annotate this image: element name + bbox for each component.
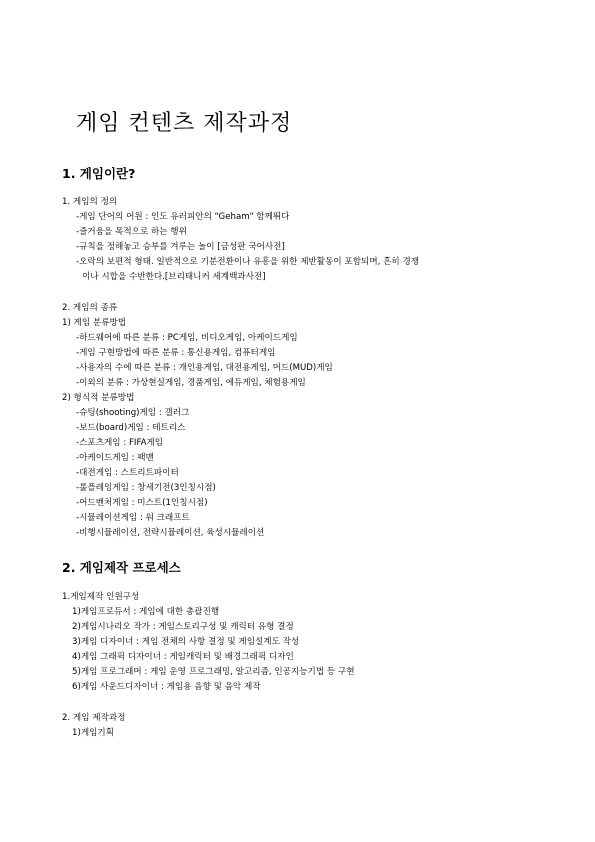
staff-item: 2)게임시나리오 작가 : 게임스토리구성 및 캐릭터 유형 결정 xyxy=(72,622,294,632)
staff-item: 5)게임 프로그래머 : 게임 운영 프로그래밍, 알고리즘, 인공지능기법 등 구현 xyxy=(72,667,355,677)
types-sub1-heading: 1) 게임 분류방법 xyxy=(62,318,127,328)
types-sub2-item: -롤플레잉게임 : 창세기전(3인칭시점) xyxy=(76,483,216,493)
types-heading: 2. 게임의 종류 xyxy=(62,303,118,313)
process-heading: 2. 게임 제작과정 xyxy=(62,713,126,723)
process-item: 1)게임기획 xyxy=(72,728,115,738)
staff-item: 6)게임 사운드디자이너 : 게임용 음향 및 음악 제작 xyxy=(72,682,261,692)
types-sub2-item: -스포츠게임 : FIFA게임 xyxy=(76,438,164,448)
definition-item: -게임 단어의 어원 : 인도 유러피안의 "Geham" 함께뛰다 xyxy=(76,212,290,222)
definition-item: -즐거움을 목적으로 하는 행위 xyxy=(76,227,187,237)
types-sub2-item: -보드(board)게임 : 테트리스 xyxy=(76,423,186,433)
types-sub1-item: -게임 구현방법에 따른 분류 : 통신용게임, 컴퓨터게임 xyxy=(76,348,276,358)
types-sub2-item: -슈팅(shooting)게임 : 갤러그 xyxy=(76,408,190,418)
types-sub1-item: -사용자의 수에 따른 분류 : 개인용게임, 대전용게임, 머드(MUD)게임 xyxy=(76,363,333,373)
staff-heading: 1.게임제작 인원구성 xyxy=(62,592,140,602)
types-sub1-item: -하드웨어에 따른 분류 : PC게임, 비디오게임, 아케이드게임 xyxy=(76,333,298,343)
section-2-heading: 2. 게임제작 프로세스 xyxy=(62,560,181,575)
types-sub2-item: -아케이드게임 : 팩맨 xyxy=(76,453,154,463)
types-sub2-heading: 2) 형식적 분류방법 xyxy=(62,393,135,403)
staff-item: 3)게임 디자이너 : 게임 전체의 사항 결정 및 게임설계도 작성 xyxy=(72,637,300,647)
types-sub2-item: -어드벤처게임 : 미스트(1인칭시점) xyxy=(76,498,208,508)
document-title: 게임 컨텐츠 제작과정 xyxy=(76,111,293,136)
types-sub2-item: -대전게임 : 스트리트파이터 xyxy=(76,468,179,478)
types-sub1-item: -이외의 분류 : 가상현실게임, 경품게임, 에듀게임, 체험용게임 xyxy=(76,378,306,388)
types-sub2-item: -비행시뮬레이션, 전략시뮬레이션, 육성시뮬레이션 xyxy=(76,528,265,538)
definition-item-continued: 이나 시합을 수반한다.[브리태니커 세계백과사전] xyxy=(82,272,266,282)
staff-item: 4)게임 그래픽 디자이너 : 게임캐릭터 및 배경그래픽 디자인 xyxy=(72,652,294,662)
definition-heading: 1. 게임의 정의 xyxy=(62,197,118,207)
staff-item: 1)게임프로듀서 : 게임에 대한 총괄진행 xyxy=(72,607,220,617)
types-sub2-item: -시뮬레이션게임 : 워 크래프트 xyxy=(76,513,190,523)
definition-item: -규칙을 정해놓고 승부를 겨루는 놀이 [금성판 국어사전] xyxy=(76,242,285,252)
section-1-heading: 1. 게임이란? xyxy=(62,166,136,181)
definition-item: -오락의 보편적 형태. 일반적으로 기분전환이나 유흥을 위한 제반활동이 포함되며, 흔히 경쟁 xyxy=(76,257,420,267)
